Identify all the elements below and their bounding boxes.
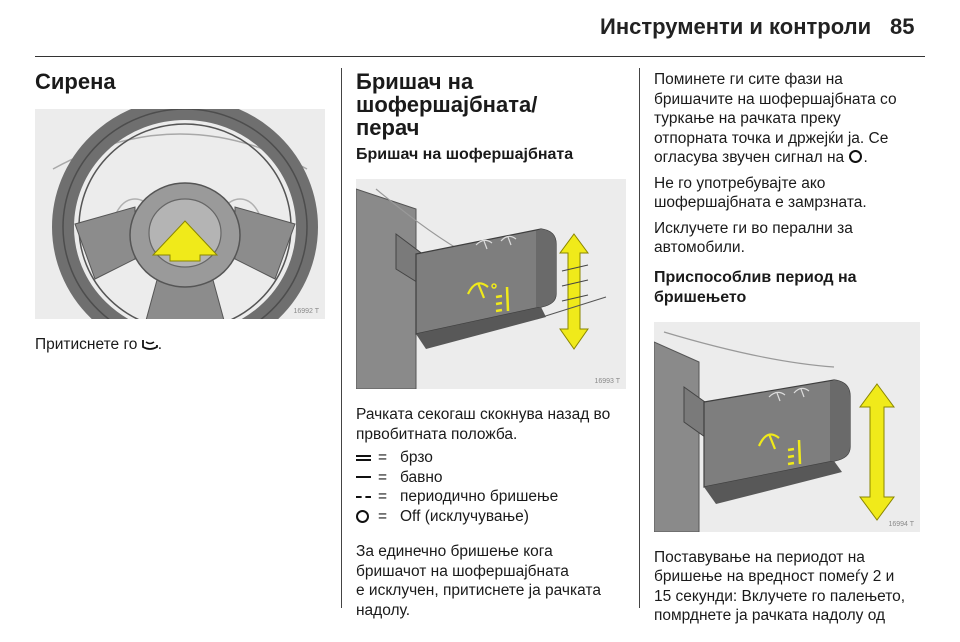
wiper-section	[356, 70, 626, 620]
wiper-lever-figure	[356, 179, 626, 389]
text-line: отпорната точка и држејќи ја. Се	[654, 129, 889, 147]
legend-equals: =	[378, 488, 388, 505]
off-position-icon	[356, 510, 369, 523]
horn-instruction-text: Притиснете го	[35, 336, 138, 353]
wiper-washer-heading-line1: Бришач на шофершајбната/	[356, 69, 538, 117]
legend-equals: =	[378, 449, 388, 466]
text-line: бришачот на шофершајбната	[356, 562, 569, 580]
running-header-title: Инструменти и контроли	[600, 14, 872, 39]
horn-instruction-end: .	[157, 336, 163, 353]
wiper-subheading: Бришач на шофершајбната	[356, 146, 574, 163]
text-line: шофершајбната е замрзната.	[654, 194, 867, 211]
figure-code: 16994 T	[888, 520, 914, 528]
wiper-lever-illustration	[356, 179, 626, 389]
text-line: е исклучен, притиснете ја рачката	[356, 582, 601, 599]
text-line: Поставување на периодот на	[654, 548, 865, 566]
adjustable-interval-heading	[654, 268, 924, 308]
legend-text: бавно	[400, 468, 443, 486]
legend-off	[356, 507, 626, 527]
horn-instruction	[35, 335, 325, 355]
legend-text: Off (исклучување)	[400, 507, 529, 525]
wiper-section-continued	[654, 70, 924, 626]
off-position-icon	[849, 150, 862, 163]
horn-figure	[35, 109, 325, 319]
text-line: Приспособлив период на	[654, 268, 857, 286]
lever-return-text	[356, 405, 626, 444]
interval-lever-illustration	[654, 322, 920, 532]
text-line: огласува звучен сигнал на	[654, 149, 845, 166]
legend-text: брзо	[400, 449, 433, 466]
header-divider	[35, 56, 925, 57]
legend-equals: =	[378, 507, 388, 525]
text-line: бришењето	[654, 288, 747, 306]
figure-code: 16992 T	[293, 308, 319, 315]
wiper-stages-text	[654, 70, 924, 168]
legend-interval	[356, 487, 626, 507]
steering-wheel-illustration	[35, 109, 325, 319]
column-divider-2	[639, 68, 640, 608]
text-line: Не го употребувајте ако	[654, 174, 826, 192]
text-line: Поминете ги сите фази на	[654, 71, 843, 88]
text-line: првобитната положба.	[356, 425, 518, 443]
legend-fast	[356, 448, 626, 468]
legend-slow	[356, 468, 626, 488]
horn-section	[35, 70, 325, 355]
interval-wipe-icon	[356, 496, 371, 498]
single-wipe-text	[356, 542, 626, 620]
column-divider-1	[341, 68, 342, 608]
text-line: надолу.	[356, 601, 411, 619]
horn-heading: Сирена	[35, 69, 116, 94]
text-line: туркање на рачката преку	[654, 110, 841, 127]
figure-code: 16993 T	[594, 378, 620, 385]
fast-wipe-icon	[356, 455, 371, 461]
wiper-washer-heading-line2: перач	[356, 115, 420, 140]
text-line: бришење на вредност помеѓу 2 и	[654, 568, 895, 585]
horn-icon	[142, 339, 158, 350]
text-line: бришачите на шофершајбната со	[654, 90, 897, 108]
frozen-warning-text	[654, 174, 924, 213]
interval-setting-text	[654, 548, 924, 626]
text-line: автомобили.	[654, 239, 745, 256]
text-line: Исклучете ги во перални за	[654, 219, 853, 237]
text-line: помрднете ја рачката надолу од	[654, 607, 886, 624]
wiper-speed-legend	[356, 448, 626, 526]
legend-equals: =	[378, 468, 388, 486]
text-line: Рачката секогаш скокнува назад во	[356, 406, 611, 423]
page-number: 85	[890, 14, 915, 39]
text-line: 15 секунди: Вклучете го палењето,	[654, 587, 906, 605]
text-line: За единечно бришење кога	[356, 543, 553, 560]
text-line: .	[863, 149, 868, 166]
legend-text: периодично бришење	[400, 488, 559, 505]
interval-lever-figure	[654, 322, 920, 532]
car-wash-text	[654, 219, 924, 258]
slow-wipe-icon	[356, 476, 371, 478]
